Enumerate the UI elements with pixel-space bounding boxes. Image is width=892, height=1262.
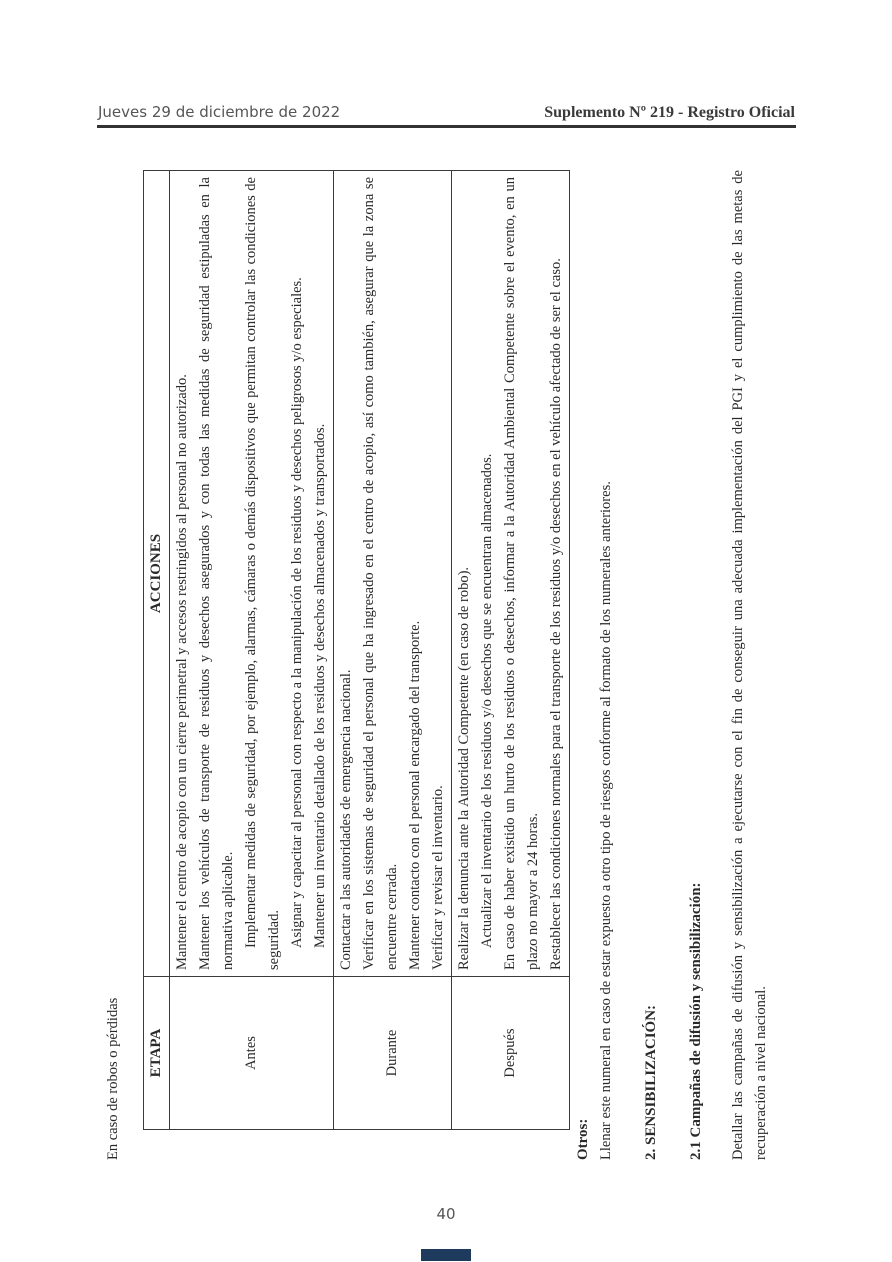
footer-bar xyxy=(421,1249,471,1261)
page-number: 40 xyxy=(436,1205,456,1223)
header-rule xyxy=(97,125,796,128)
table-row xyxy=(452,171,570,1130)
action-item: Restablecer las condiciones normales para el transporte de los residuos y/o desechos en el vehículo afectado de ser el caso. xyxy=(548,258,564,970)
action-item: Mantener un inventario detallado de los residuos y desechos almacenados y transportados. xyxy=(312,423,328,948)
stage-cell: Durante xyxy=(334,977,452,1130)
action-item: Mantener los vehículos de transporte de residuos y desechos asegurados y con todas las medidas de seguridad estipuladas en la normativa aplicable. xyxy=(197,177,236,970)
actions-table xyxy=(143,170,570,1130)
action-item: Realizar la denuncia ante la Autoridad Competente (en caso de robo). xyxy=(456,566,472,970)
action-item: Verificar en los sistemas de seguridad el personal que ha ingresado en el centro de acopio, así como también, asegurar que la zona se encuentre cerrada. xyxy=(361,177,400,970)
action-item: Implementar medidas de seguridad, por ejemplo, alarmas, cámaras o demás dispositivos que permitan controlar las condiciones de seguridad. xyxy=(243,177,282,970)
rotated-content xyxy=(100,155,780,1170)
table-row xyxy=(334,171,452,1130)
section-2-1-body: Detallar las campañas de difusión y sensibilización a ejecutarse con el fin de conseguir una adecuada implementación del PGI y el cumplimiento de las metas de recuperación a nivel nacional. xyxy=(730,170,769,1160)
header-publication: Suplemento Nº 219 - Registro Oficial xyxy=(544,104,795,121)
section-2-title: 2. SENSIBILIZACIÓN: xyxy=(643,1004,659,1160)
action-item: Verificar y revisar el inventario. xyxy=(430,785,446,970)
header-date: Jueves 29 de diciembre de 2022 xyxy=(98,103,341,121)
stage-cell: Antes xyxy=(170,977,334,1130)
action-item: Asignar y capacitar al personal con respecto a la manipulación de los residuos y desechos peligrosos y/o especiales. xyxy=(289,277,305,948)
section-2-1-title: 2.1 Campañas de difusión y sensibilización: xyxy=(688,882,704,1160)
action-item: Contactar a las autoridades de emergencia nacional. xyxy=(338,669,354,970)
action-item: Actualizar el inventario de los residuos y/o desechos que se encuentran almacenados. xyxy=(479,453,495,948)
action-item: Mantener contacto con el personal encargado del transporte. xyxy=(407,620,423,970)
header-etapa: ETAPA xyxy=(144,977,170,1130)
stage-cell: Después xyxy=(452,977,570,1130)
table-row xyxy=(170,171,334,1130)
action-item: En caso de haber existido un hurto de los residuos o desechos, informar a la Autoridad Ambiental Competente sobre el evento, en un plazo no mayor a 24 horas. xyxy=(502,177,541,970)
header-acciones: ACCIONES xyxy=(144,171,170,977)
otros-title: Otros: xyxy=(575,1118,591,1160)
table-caption: En caso de robos o pérdidas xyxy=(105,997,121,1160)
action-item: Mantener el centro de acopio con un cierre perimetral y accesos restringidos al personal no autorizado. xyxy=(174,374,190,970)
otros-body: Llenar este numeral en caso de estar expuesto a otro tipo de riesgos conforme al formato de los numerales anteriores. xyxy=(598,481,614,1160)
actions-cell xyxy=(452,171,570,977)
actions-cell xyxy=(170,171,334,977)
actions-cell xyxy=(334,171,452,977)
table-header-row xyxy=(144,171,170,1130)
